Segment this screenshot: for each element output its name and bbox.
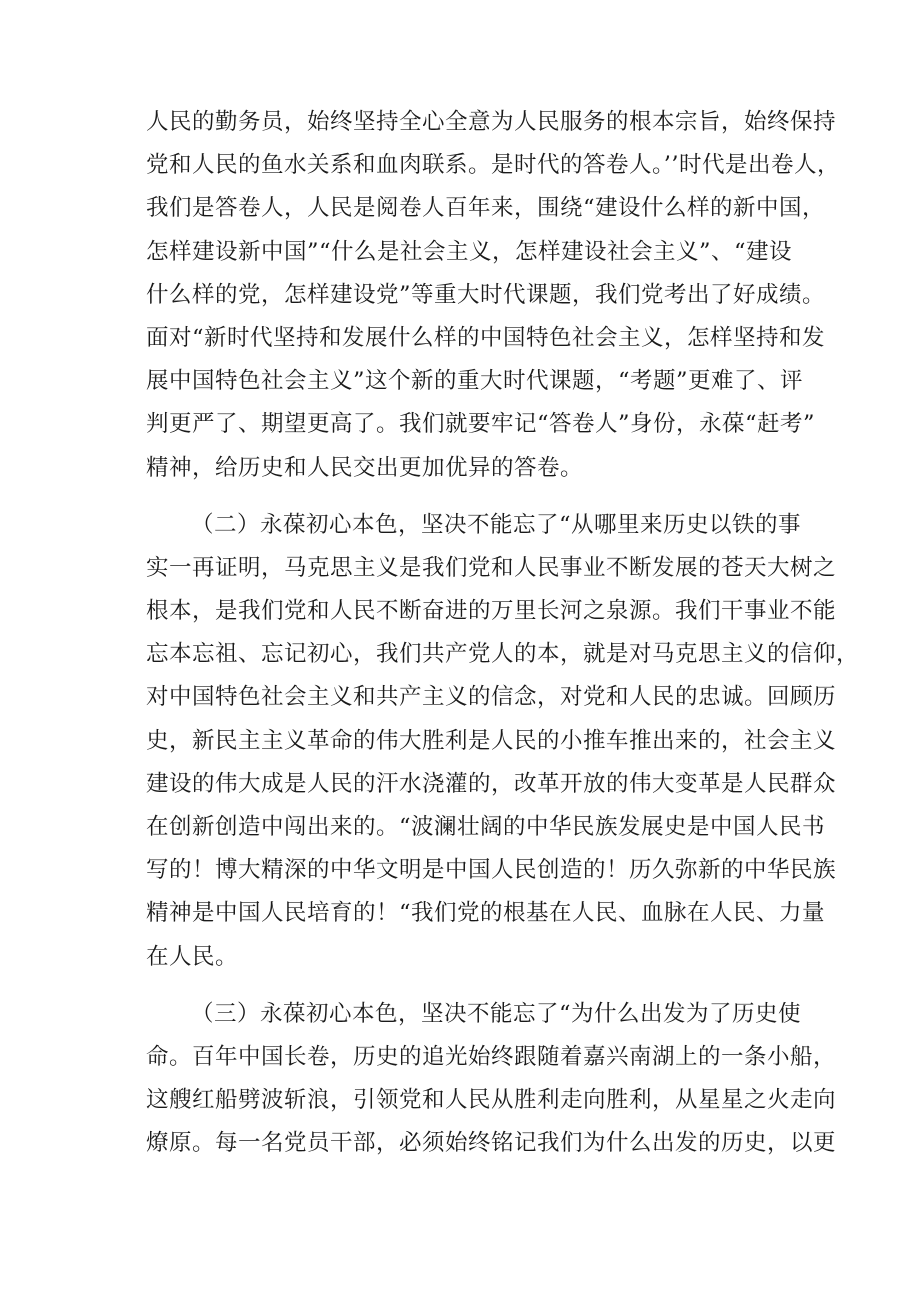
text-line: 精神，给历史和人民交出更加优异的答卷。 [146, 454, 584, 481]
paragraph-1 [146, 101, 841, 490]
paragraph-2 [146, 504, 860, 979]
text-line: 在创新创造中闯出来的。“波澜壮阔的中华民族发展史是中国人民书 [146, 814, 826, 840]
text-line: 我们是答卷人，人民是阅卷人百年来，围绕“建设什么样的新中国， [146, 195, 826, 222]
text-line: 展中国特色社会主义”这个新的重大时代课题，“考题”更难了、评 [146, 368, 804, 395]
text-line: 写的！博大精深的中华文明是中国人民创造的！历久弥新的中华民族 [146, 857, 837, 884]
text-line: 这艘红船劈波斩浪，引领党和人民从胜利走向胜利，从星星之火走向 [146, 1087, 837, 1114]
text-line: 精神是中国人民培育的！“我们党的根基在人民、血脉在人民、力量 [146, 900, 826, 927]
paragraph-3 [146, 993, 837, 1166]
text-line: 实一再证明，马克思主义是我们党和人民事业不断发展的苍天大树之 [146, 554, 837, 581]
paragraph-gap [146, 490, 786, 504]
text-line: 忘本忘祖、忘记初心，我们共产党人的本，就是对马克思主义的信仰， [146, 641, 860, 668]
text-line: 命。百年中国长卷，历史的追光始终跟随着嘉兴南湖上的一条小船， [146, 1043, 837, 1070]
text-line: 在人民。 [146, 943, 239, 970]
text-line: （二）永葆初心本色，坚决不能忘了“从哪里来历史以铁的事 [191, 511, 802, 538]
document-body [146, 101, 860, 1166]
text-line: 燎原。每一名党员干部，必须始终铭记我们为什么出发的历史，以更 [146, 1130, 837, 1157]
text-line: 判更严了、期望更高了。我们就要牢记“答卷人”身份，永葆“赶考” [146, 411, 816, 438]
text-line: 怎样建设新中国”“什么是社会主义，怎样建设社会主义”、“建设 [146, 238, 793, 265]
text-line: 建设的伟大成是人民的汗水浇灌的，改革开放的伟大变革是人民群众 [146, 770, 837, 797]
text-line: 什么样的党，怎样建设党”等重大时代课题，我们党考出了好成绩。 [146, 281, 826, 308]
text-line: 对中国特色社会主义和共产主义的信念，对党和人民的忠诚。回顾历 [146, 684, 837, 711]
text-line: 根本，是我们党和人民不断奋进的万里长河之泉源。我们干事业不能 [146, 598, 837, 625]
text-line: 面对“新时代坚持和发展什么样的中国特色社会主义，怎样坚持和发 [146, 324, 826, 351]
text-line: 史，新民主主义革命的伟大胜利是人民的小推车推出来的，社会主义 [146, 727, 837, 754]
paragraph-gap [146, 979, 786, 993]
text-line: 人民的勤务员，始终坚持全心全意为人民服务的根本宗旨，始终保持 [146, 109, 837, 135]
text-line: （三）永葆初心本色，坚决不能忘了“为什么出发为了历史使 [191, 1000, 802, 1027]
text-line: 党和人民的鱼水关系和血肉联系。是时代的答卷人。’’时代是出卷人， [146, 152, 841, 179]
